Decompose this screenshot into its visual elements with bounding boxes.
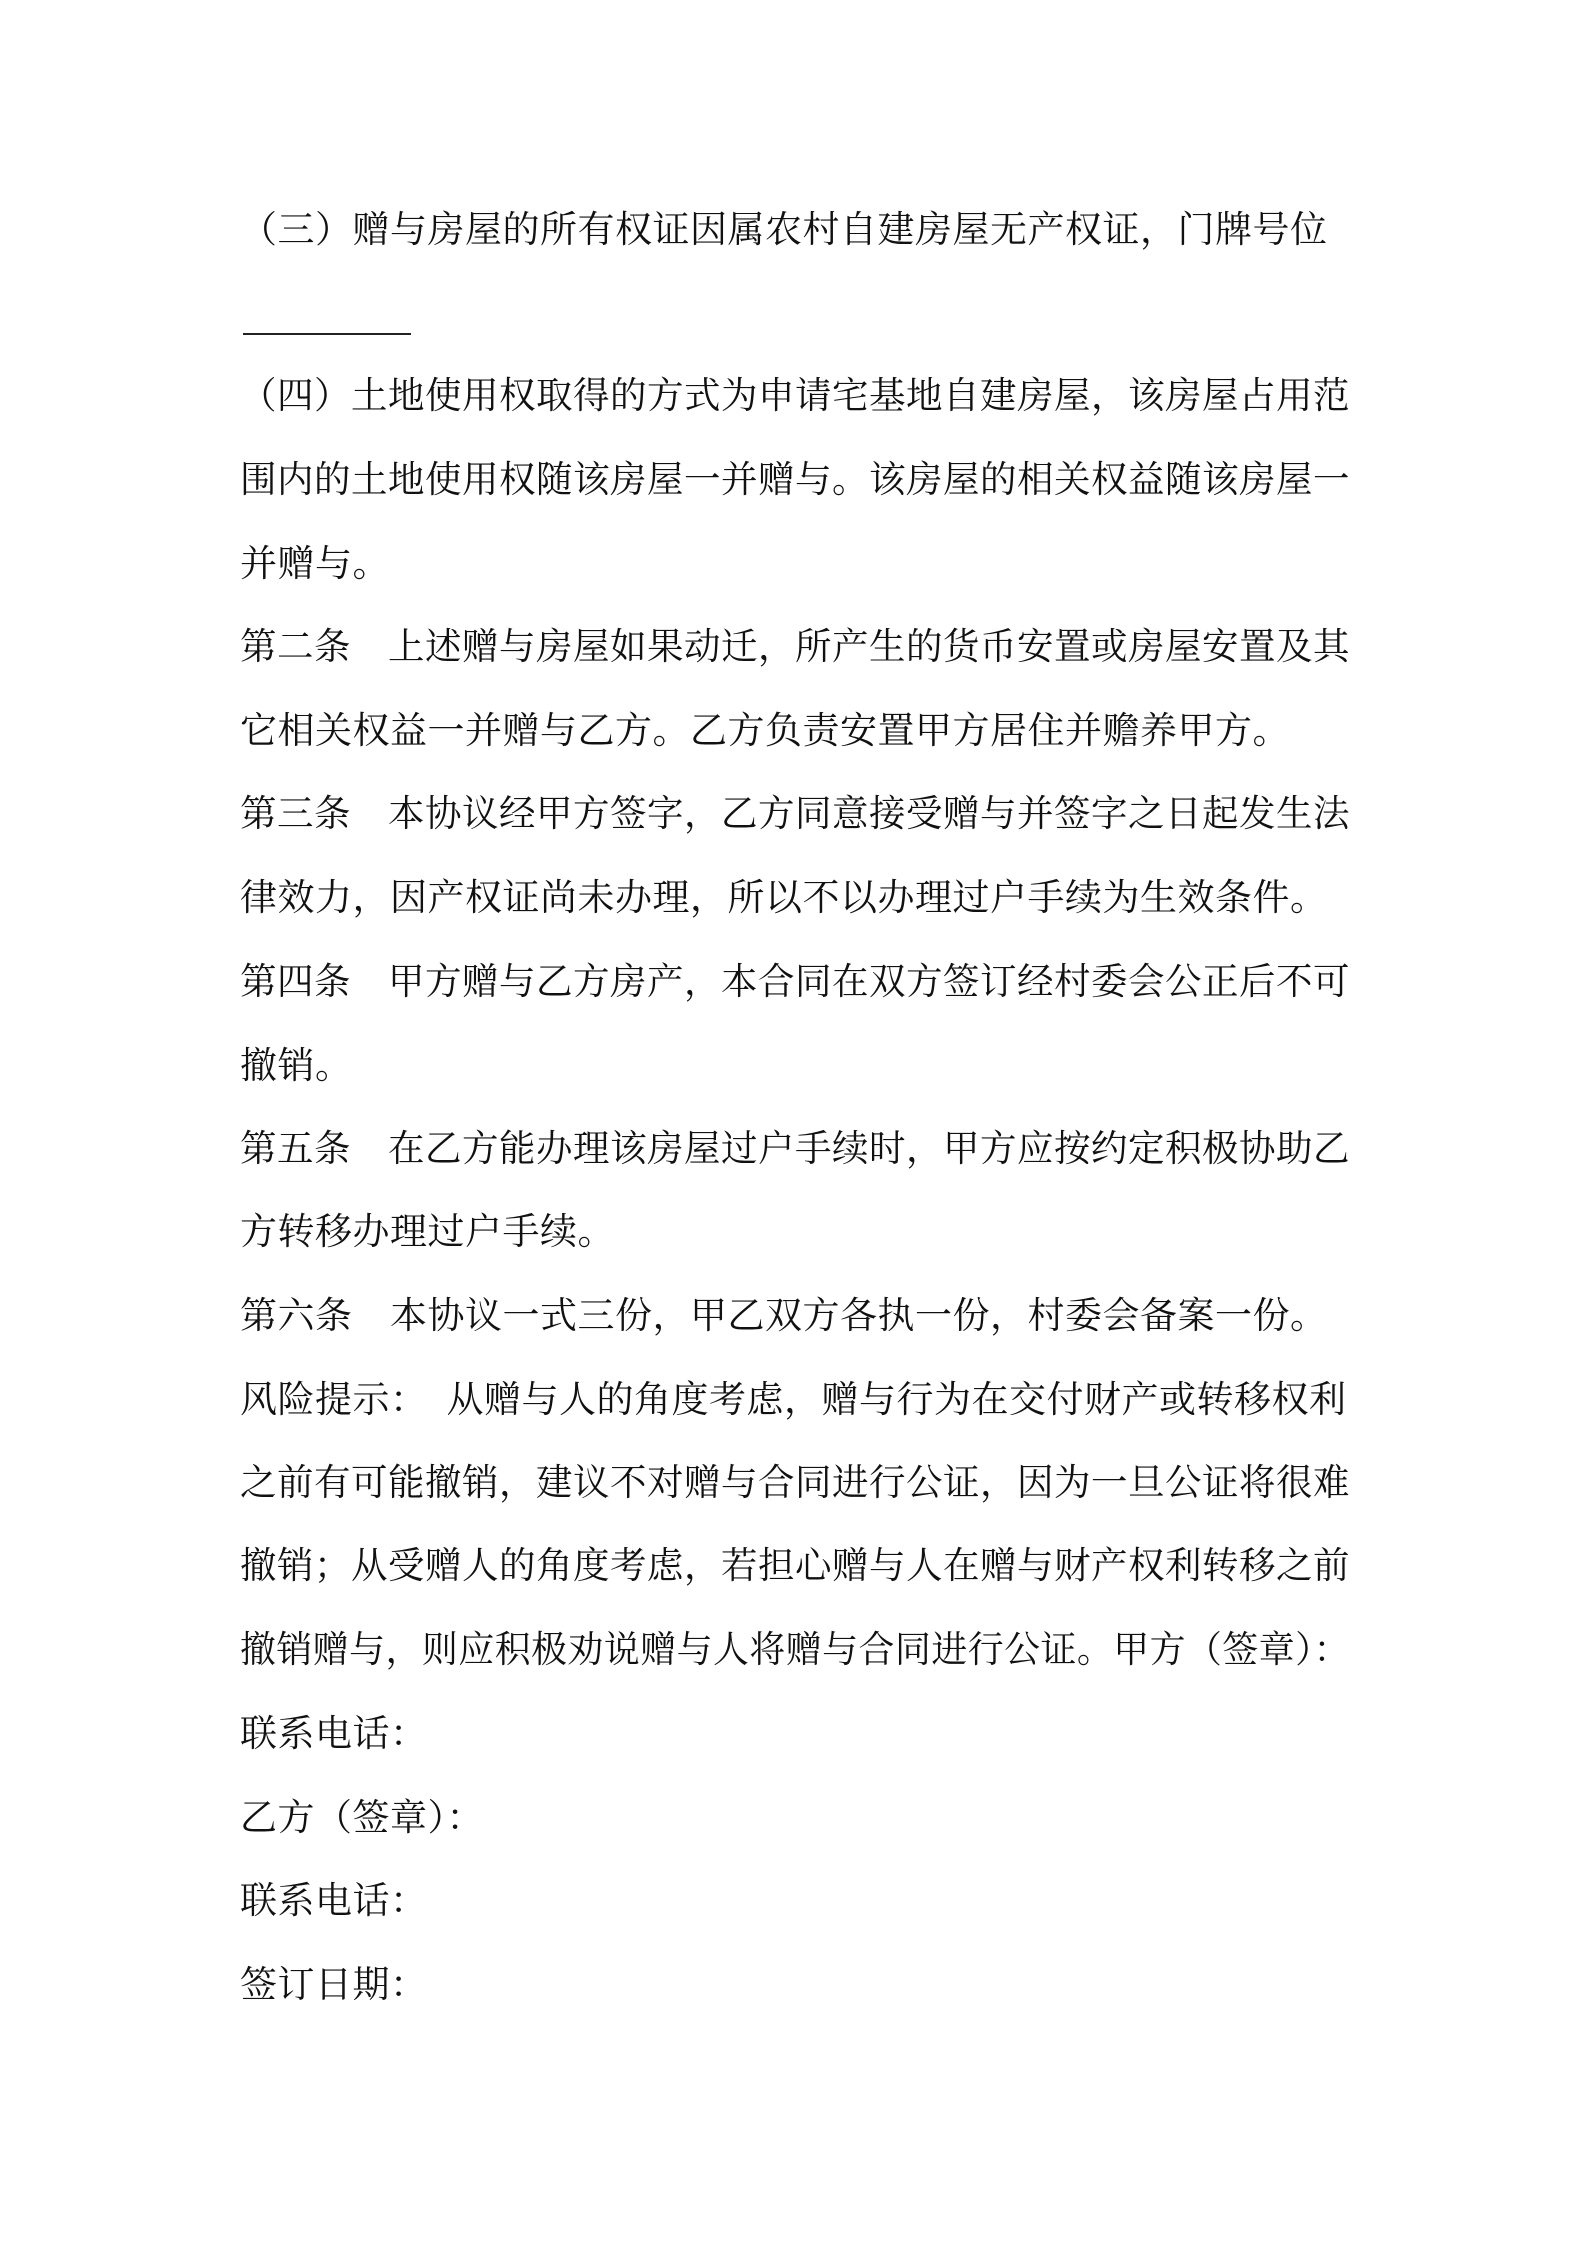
article-4-line-2: 撤销。 — [240, 1044, 353, 1087]
party-b-phone-label: 联系电话： — [240, 1879, 428, 1922]
article-6-line-1: 第六条 本协议一式三份，甲乙双方各执一份，村委会备案一份。 — [240, 1294, 1328, 1337]
clause-3-4-line-3: 并赠与。 — [240, 542, 390, 585]
risk-note-line-4: 撤销赠与，则应积极劝说赠与人将赠与合同进行公证。甲方（签章）： — [240, 1628, 1350, 1671]
article-4-line-1: 第四条 甲方赠与乙方房产，本合同在双方签订经村委会公正后不可 — [240, 960, 1350, 1003]
article-5-line-2: 方转移办理过户手续。 — [240, 1210, 615, 1253]
risk-note-line-3: 撤销；从受赠人的角度考虑，若担心赠与人在赠与财产权利转移之前 — [240, 1544, 1350, 1587]
clause-3-4-line-2: 围内的土地使用权随该房屋一并赠与。该房屋的相关权益随该房屋一 — [240, 458, 1350, 501]
party-b-signature-label: 乙方（签章）： — [240, 1796, 484, 1839]
clause-3-3-line-1: （三）赠与房屋的所有权证因属农村自建房屋无产权证，门牌号位 — [240, 208, 1328, 251]
article-2-line-2: 它相关权益一并赠与乙方。乙方负责安置甲方居住并赡养甲方。 — [240, 709, 1290, 752]
article-5-line-1: 第五条 在乙方能办理该房屋过户手续时，甲方应按约定积极协助乙 — [240, 1127, 1350, 1170]
article-3-line-1: 第三条 本协议经甲方签字，乙方同意接受赠与并签字之日起发生法 — [240, 792, 1350, 835]
signing-date-label: 签订日期： — [240, 1963, 428, 2006]
article-3-line-2: 律效力，因产权证尚未办理，所以不以办理过户手续为生效条件。 — [240, 876, 1328, 919]
clause-3-4-line-1: （四）土地使用权取得的方式为申请宅基地自建房屋，该房屋占用范 — [240, 374, 1350, 417]
risk-note-line-1: 风险提示： 从赠与人的角度考虑，赠与行为在交付财产或转移权利 — [240, 1378, 1347, 1421]
article-2-line-1: 第二条 上述赠与房屋如果动迁，所产生的货币安置或房屋安置及其 — [240, 625, 1350, 668]
party-a-phone-label: 联系电话： — [240, 1712, 428, 1755]
house-number-blank — [243, 333, 411, 335]
risk-note-line-2: 之前有可能撤销，建议不对赠与合同进行公证，因为一旦公证将很难 — [240, 1461, 1350, 1504]
